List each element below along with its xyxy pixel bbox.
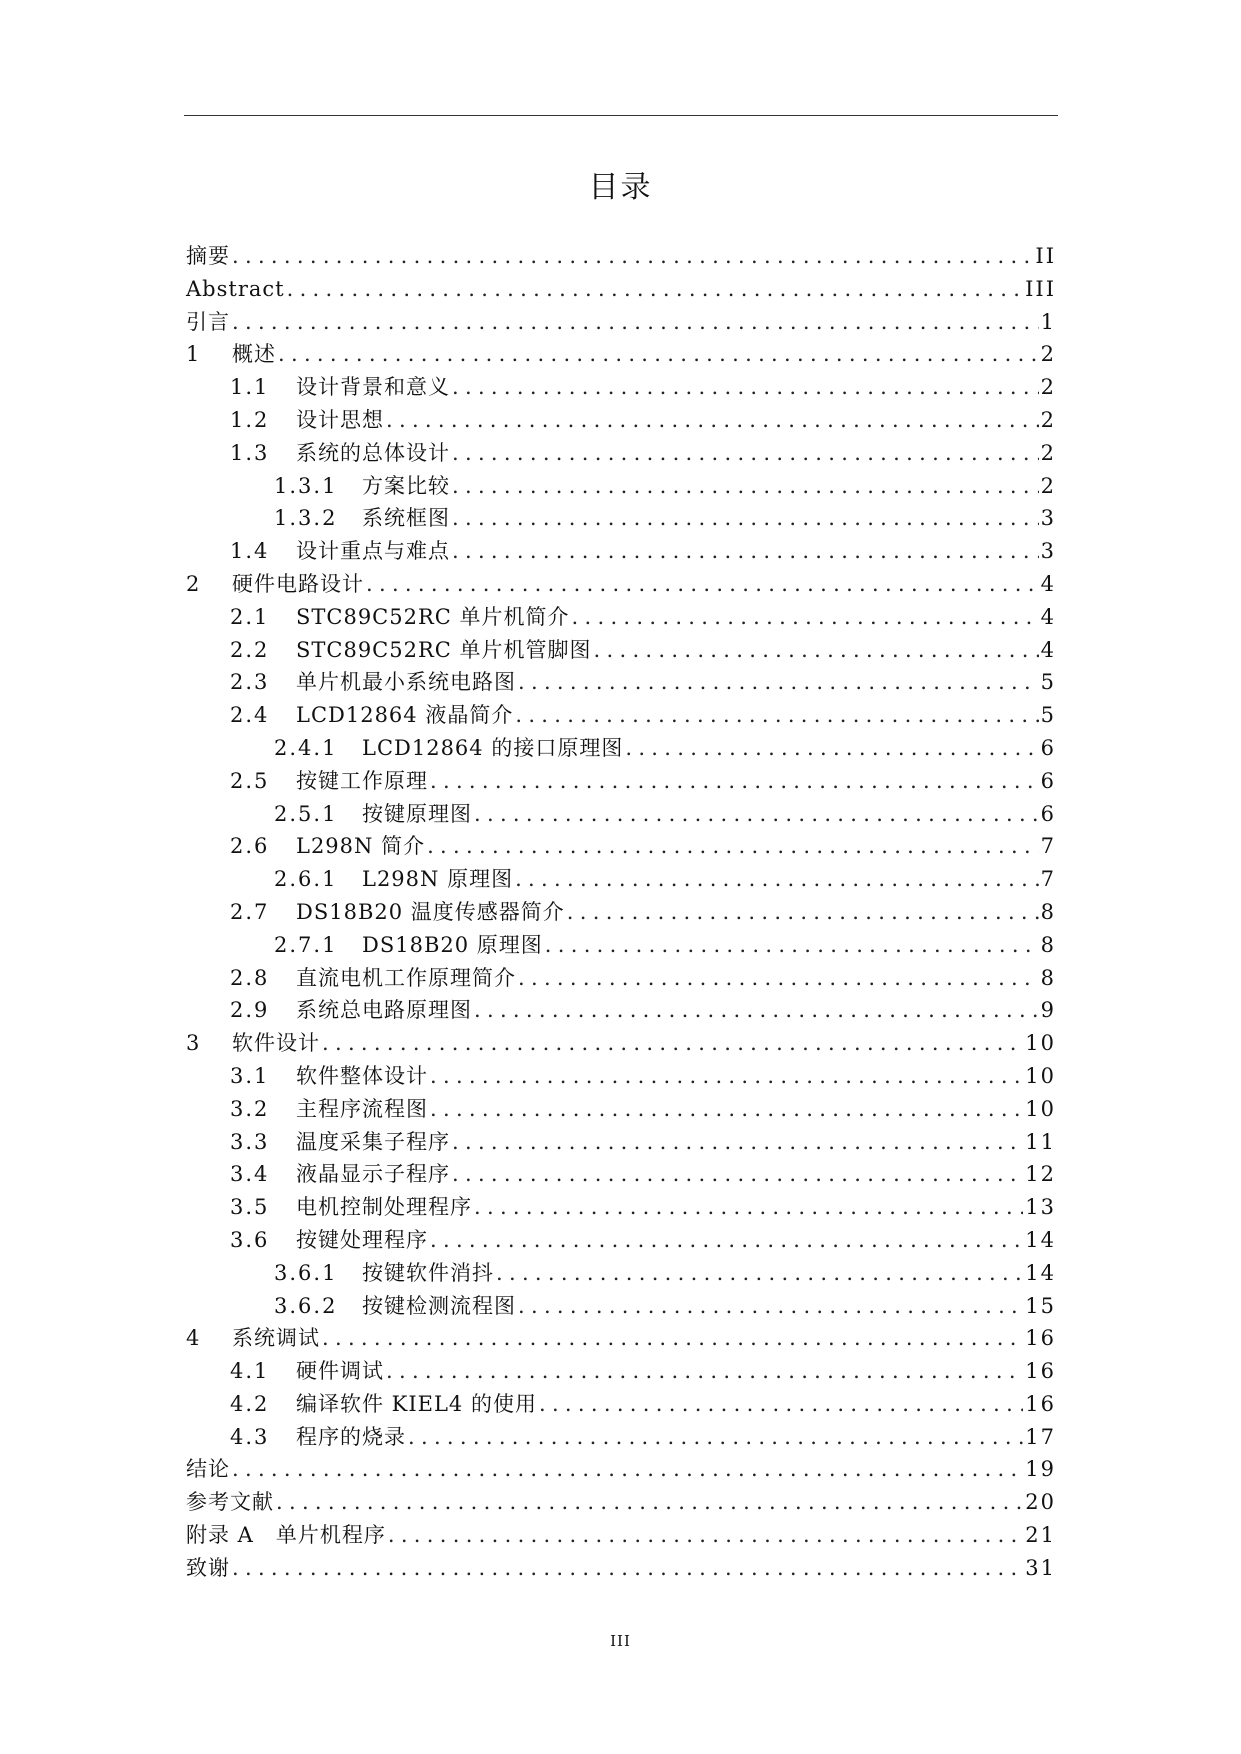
toc-entry-label: 系统的总体设计	[296, 440, 450, 465]
toc-dot-leader	[322, 1322, 1023, 1355]
toc-entry-number: 2.5	[230, 768, 270, 793]
toc-entry-number: 1	[186, 342, 202, 367]
toc-dot-leader	[452, 1158, 1023, 1191]
toc-entry-number: 4	[186, 1326, 202, 1351]
toc-dot-leader	[474, 798, 1039, 831]
toc-entry[interactable]	[186, 798, 1056, 831]
toc-entry-number: 2.7.1	[274, 932, 338, 957]
toc-entry-page: 10	[1025, 1063, 1056, 1088]
toc-entry-label: 系统调试	[232, 1326, 320, 1351]
toc-entry-page: 7	[1040, 834, 1056, 859]
toc-entry-label: 参考文献	[186, 1490, 274, 1515]
toc-entry-label: 电机控制处理程序	[296, 1195, 472, 1220]
header-rule	[184, 115, 1058, 116]
toc-entry-label: LCD12864 的接口原理图	[362, 735, 624, 760]
toc-entry-label: DS18B20 原理图	[362, 932, 543, 957]
toc-entry[interactable]	[186, 371, 1056, 404]
toc-entry[interactable]	[186, 601, 1056, 634]
toc-entry[interactable]	[186, 1453, 1056, 1486]
toc-entry-number: 4.1	[230, 1359, 270, 1384]
toc-entry-page: 14	[1025, 1260, 1056, 1285]
toc-dot-leader	[232, 306, 1039, 339]
toc-entry[interactable]	[186, 437, 1056, 470]
toc-dot-leader	[388, 1519, 1023, 1552]
toc-entry-page: II	[1035, 244, 1056, 268]
toc-entry-page: 3	[1040, 506, 1056, 531]
toc-entry[interactable]	[186, 732, 1056, 765]
toc-dot-leader	[366, 568, 1039, 601]
toc-entry-page: 8	[1040, 965, 1056, 990]
toc-entry-label: 按键检测流程图	[362, 1293, 516, 1318]
toc-entry-number: 1.1	[230, 375, 270, 400]
toc-entry-number: 1.4	[230, 539, 270, 564]
toc-entry-page: 8	[1040, 932, 1056, 957]
toc-entry-number: 2.4.1	[274, 735, 338, 760]
toc-dot-leader	[518, 1290, 1023, 1323]
toc-entry-label: 软件设计	[232, 1031, 320, 1056]
toc-entry-page: 16	[1025, 1391, 1056, 1416]
toc-entry[interactable]	[186, 273, 1056, 306]
toc-dot-leader	[474, 1191, 1023, 1224]
toc-entry[interactable]	[186, 1158, 1056, 1191]
toc-dot-leader	[625, 732, 1038, 765]
toc-entry[interactable]	[186, 1355, 1056, 1388]
toc-entry[interactable]	[186, 1257, 1056, 1290]
toc-entry-label: L298N 简介	[296, 834, 426, 859]
toc-entry-number: 2.1	[230, 604, 270, 629]
toc-dot-leader	[232, 240, 1033, 273]
toc-entry-number: 2.8	[230, 965, 270, 990]
toc-entry[interactable]	[186, 404, 1056, 437]
toc-entry-number: 2	[186, 571, 202, 596]
toc-entry-label: 硬件调试	[296, 1359, 384, 1384]
toc-dot-leader	[594, 634, 1039, 667]
toc-entry[interactable]	[186, 699, 1056, 732]
toc-entry-page: 8	[1040, 899, 1056, 924]
toc-entry[interactable]	[186, 1519, 1056, 1552]
toc-entry-page: 16	[1025, 1326, 1056, 1351]
toc-entry-label: 方案比较	[362, 473, 450, 498]
toc-entry-label: 设计背景和意义	[296, 375, 450, 400]
toc-dot-leader	[427, 830, 1039, 863]
toc-entry[interactable]	[186, 896, 1056, 929]
toc-entry[interactable]	[186, 1060, 1056, 1093]
toc-entry-number: 3.2	[230, 1096, 270, 1121]
toc-entry-label: L298N 原理图	[362, 867, 514, 892]
toc-entry-label: 按键软件消抖	[362, 1260, 494, 1285]
toc-entry-page: 19	[1025, 1457, 1056, 1482]
toc-dot-leader	[386, 1355, 1023, 1388]
toc-dot-leader	[518, 962, 1039, 995]
toc-entry-label: 单片机最小系统电路图	[296, 670, 516, 695]
toc-entry-page: 10	[1025, 1031, 1056, 1056]
toc-entry-page: 3	[1040, 539, 1056, 564]
page-number: III	[610, 1632, 631, 1650]
toc-entry[interactable]	[186, 994, 1056, 1027]
toc-entry-number: 3.6.1	[274, 1260, 338, 1285]
toc-entry-number: 2.3	[230, 670, 270, 695]
toc-entry-label: 直流电机工作原理简介	[296, 965, 516, 990]
toc-entry-page: 7	[1040, 867, 1056, 892]
toc-entry-page: 2	[1040, 440, 1056, 465]
toc-entry[interactable]	[186, 666, 1056, 699]
toc-entry[interactable]	[186, 1290, 1056, 1323]
toc-entry-page: III	[1025, 276, 1056, 301]
toc-entry-label: 主程序流程图	[296, 1096, 428, 1121]
toc-entry-page: 2	[1040, 473, 1056, 498]
toc-dot-leader	[452, 371, 1039, 404]
toc-entry[interactable]	[186, 830, 1056, 863]
toc-entry-label: 软件整体设计	[296, 1063, 428, 1088]
toc-dot-leader	[452, 1126, 1023, 1159]
toc-entry[interactable]	[186, 1224, 1056, 1257]
toc-dot-leader	[430, 1060, 1023, 1093]
toc-dot-leader	[515, 863, 1039, 896]
toc-entry-number: 2.4	[230, 703, 270, 728]
toc-dot-leader	[545, 929, 1039, 962]
toc-entry-number: 1.2	[230, 407, 270, 432]
toc-entry-label: 附录 A 单片机程序	[186, 1523, 386, 1548]
toc-entry-page: 9	[1040, 998, 1056, 1023]
toc-entry[interactable]	[186, 1191, 1056, 1224]
toc-entry[interactable]	[186, 502, 1056, 535]
toc-entry-label: 概述	[232, 342, 276, 367]
toc-dot-leader	[430, 1093, 1023, 1126]
toc-entry-number: 2.6.1	[274, 867, 338, 892]
toc-entry-page: 15	[1025, 1293, 1056, 1318]
toc-dot-leader	[496, 1257, 1023, 1290]
toc-entry[interactable]	[186, 1322, 1056, 1355]
toc-entry-page: 12	[1025, 1162, 1056, 1187]
toc-dot-leader	[287, 273, 1024, 306]
toc-entry-page: 5	[1040, 670, 1056, 695]
toc-dot-leader	[452, 437, 1039, 470]
toc-entry-label: 程序的烧录	[296, 1424, 406, 1449]
toc-entry-number: 1.3	[230, 440, 270, 465]
toc-entry-label: 编译软件 KIEL4 的使用	[296, 1391, 537, 1416]
toc-entry-page: 1	[1040, 309, 1056, 334]
toc-entry-page: 16	[1025, 1359, 1056, 1384]
toc-entry-page: 10	[1025, 1096, 1056, 1121]
toc-entry-number: 2.2	[230, 637, 270, 662]
toc-dot-leader	[278, 338, 1039, 371]
toc-dot-leader	[408, 1421, 1023, 1454]
toc-entry-page: 20	[1025, 1490, 1056, 1515]
toc-entry-number: 4.2	[230, 1391, 270, 1416]
toc-entry-label: DS18B20 温度传感器简介	[296, 899, 565, 924]
toc-entry-page: 17	[1025, 1424, 1056, 1449]
toc-entry[interactable]	[186, 470, 1056, 503]
toc-entry[interactable]	[186, 535, 1056, 568]
toc-dot-leader	[430, 765, 1039, 798]
toc-entry[interactable]	[186, 568, 1056, 601]
toc-entry-page: 2	[1040, 407, 1056, 432]
toc-entry-label: STC89C52RC 单片机简介	[296, 604, 570, 629]
toc-entry-number: 3.5	[230, 1195, 270, 1220]
toc-entry-number: 3	[186, 1031, 202, 1056]
toc-entry-label: 引言	[186, 309, 230, 334]
toc-entry-label: LCD12864 液晶简介	[296, 703, 514, 728]
toc-entry[interactable]	[186, 338, 1056, 371]
toc-entry-page: 11	[1025, 1129, 1056, 1154]
toc-entry[interactable]	[186, 765, 1056, 798]
toc-dot-leader	[430, 1224, 1023, 1257]
toc-entry-page: 14	[1025, 1227, 1056, 1252]
toc-entry-page: 6	[1040, 768, 1056, 793]
toc-entry-label: 硬件电路设计	[232, 571, 364, 596]
toc-entry-label: 设计思想	[296, 407, 384, 432]
toc-entry-number: 1.3.2	[274, 506, 338, 531]
toc-entry[interactable]	[186, 306, 1056, 339]
toc-entry-label: 按键处理程序	[296, 1227, 428, 1252]
toc-entry-number: 2.6	[230, 834, 270, 859]
toc-entry[interactable]	[186, 1421, 1056, 1454]
toc-entry-number: 3.3	[230, 1129, 270, 1154]
toc-entry[interactable]	[186, 929, 1056, 962]
toc-entry-page: 4	[1040, 604, 1056, 629]
toc-entry-label: Abstract	[186, 276, 285, 301]
toc-dot-leader	[572, 601, 1039, 634]
toc-entry-page: 5	[1040, 703, 1056, 728]
toc-dot-leader	[322, 1027, 1023, 1060]
toc-entry[interactable]	[186, 240, 1056, 273]
toc-entry[interactable]	[186, 634, 1056, 667]
toc-entry[interactable]	[186, 1388, 1056, 1421]
toc-entry[interactable]	[186, 1027, 1056, 1060]
toc-entry-number: 3.6.2	[274, 1293, 338, 1318]
toc-entry-label: 液晶显示子程序	[296, 1162, 450, 1187]
toc-entry-label: STC89C52RC 单片机管脚图	[296, 637, 592, 662]
toc-entry-page: 21	[1025, 1523, 1056, 1548]
toc-entry-number: 3.4	[230, 1162, 270, 1187]
toc-dot-leader	[518, 666, 1039, 699]
toc-entry-number: 1.3.1	[274, 473, 338, 498]
toc-dot-leader	[539, 1388, 1023, 1421]
table-of-contents	[186, 240, 1056, 1585]
toc-entry[interactable]	[186, 1552, 1056, 1585]
toc-entry-number: 2.5.1	[274, 801, 338, 826]
toc-entry-label: 设计重点与难点	[296, 539, 450, 564]
toc-entry-label: 致谢	[186, 1555, 230, 1580]
toc-entry-label: 系统框图	[362, 506, 450, 531]
toc-entry-number: 3.6	[230, 1227, 270, 1252]
toc-entry[interactable]	[186, 863, 1056, 896]
toc-entry[interactable]	[186, 1486, 1056, 1519]
toc-entry-page: 6	[1040, 801, 1056, 826]
toc-entry-number: 2.7	[230, 899, 270, 924]
toc-entry-page: 4	[1040, 637, 1056, 662]
toc-entry[interactable]	[186, 962, 1056, 995]
toc-dot-leader	[452, 502, 1039, 535]
toc-entry-page: 4	[1040, 571, 1056, 596]
toc-dot-leader	[474, 994, 1039, 1027]
toc-entry-page: 2	[1040, 375, 1056, 400]
toc-entry-page: 2	[1040, 342, 1056, 367]
toc-dot-leader	[452, 535, 1039, 568]
toc-entry-number: 2.9	[230, 998, 270, 1023]
toc-entry-label: 按键原理图	[362, 801, 472, 826]
toc-entry-number: 4.3	[230, 1424, 270, 1449]
toc-entry[interactable]	[186, 1126, 1056, 1159]
toc-dot-leader	[232, 1453, 1023, 1486]
toc-entry-page: 31	[1025, 1555, 1056, 1580]
toc-dot-leader	[567, 896, 1039, 929]
toc-entry-page: 13	[1025, 1195, 1056, 1220]
toc-entry-label: 温度采集子程序	[296, 1129, 450, 1154]
toc-dot-leader	[515, 699, 1038, 732]
toc-entry-label: 摘要	[186, 244, 230, 268]
toc-dot-leader	[386, 404, 1039, 437]
toc-entry-label: 结论	[186, 1457, 230, 1482]
toc-entry-label: 系统总电路原理图	[296, 998, 472, 1023]
toc-dot-leader	[276, 1486, 1023, 1519]
toc-entry-number: 3.1	[230, 1063, 270, 1088]
toc-entry-label: 按键工作原理	[296, 768, 428, 793]
toc-dot-leader	[452, 470, 1039, 503]
toc-entry[interactable]	[186, 1093, 1056, 1126]
toc-entry-page: 6	[1040, 735, 1056, 760]
toc-dot-leader	[232, 1552, 1023, 1585]
page-title: 目录	[588, 170, 653, 205]
